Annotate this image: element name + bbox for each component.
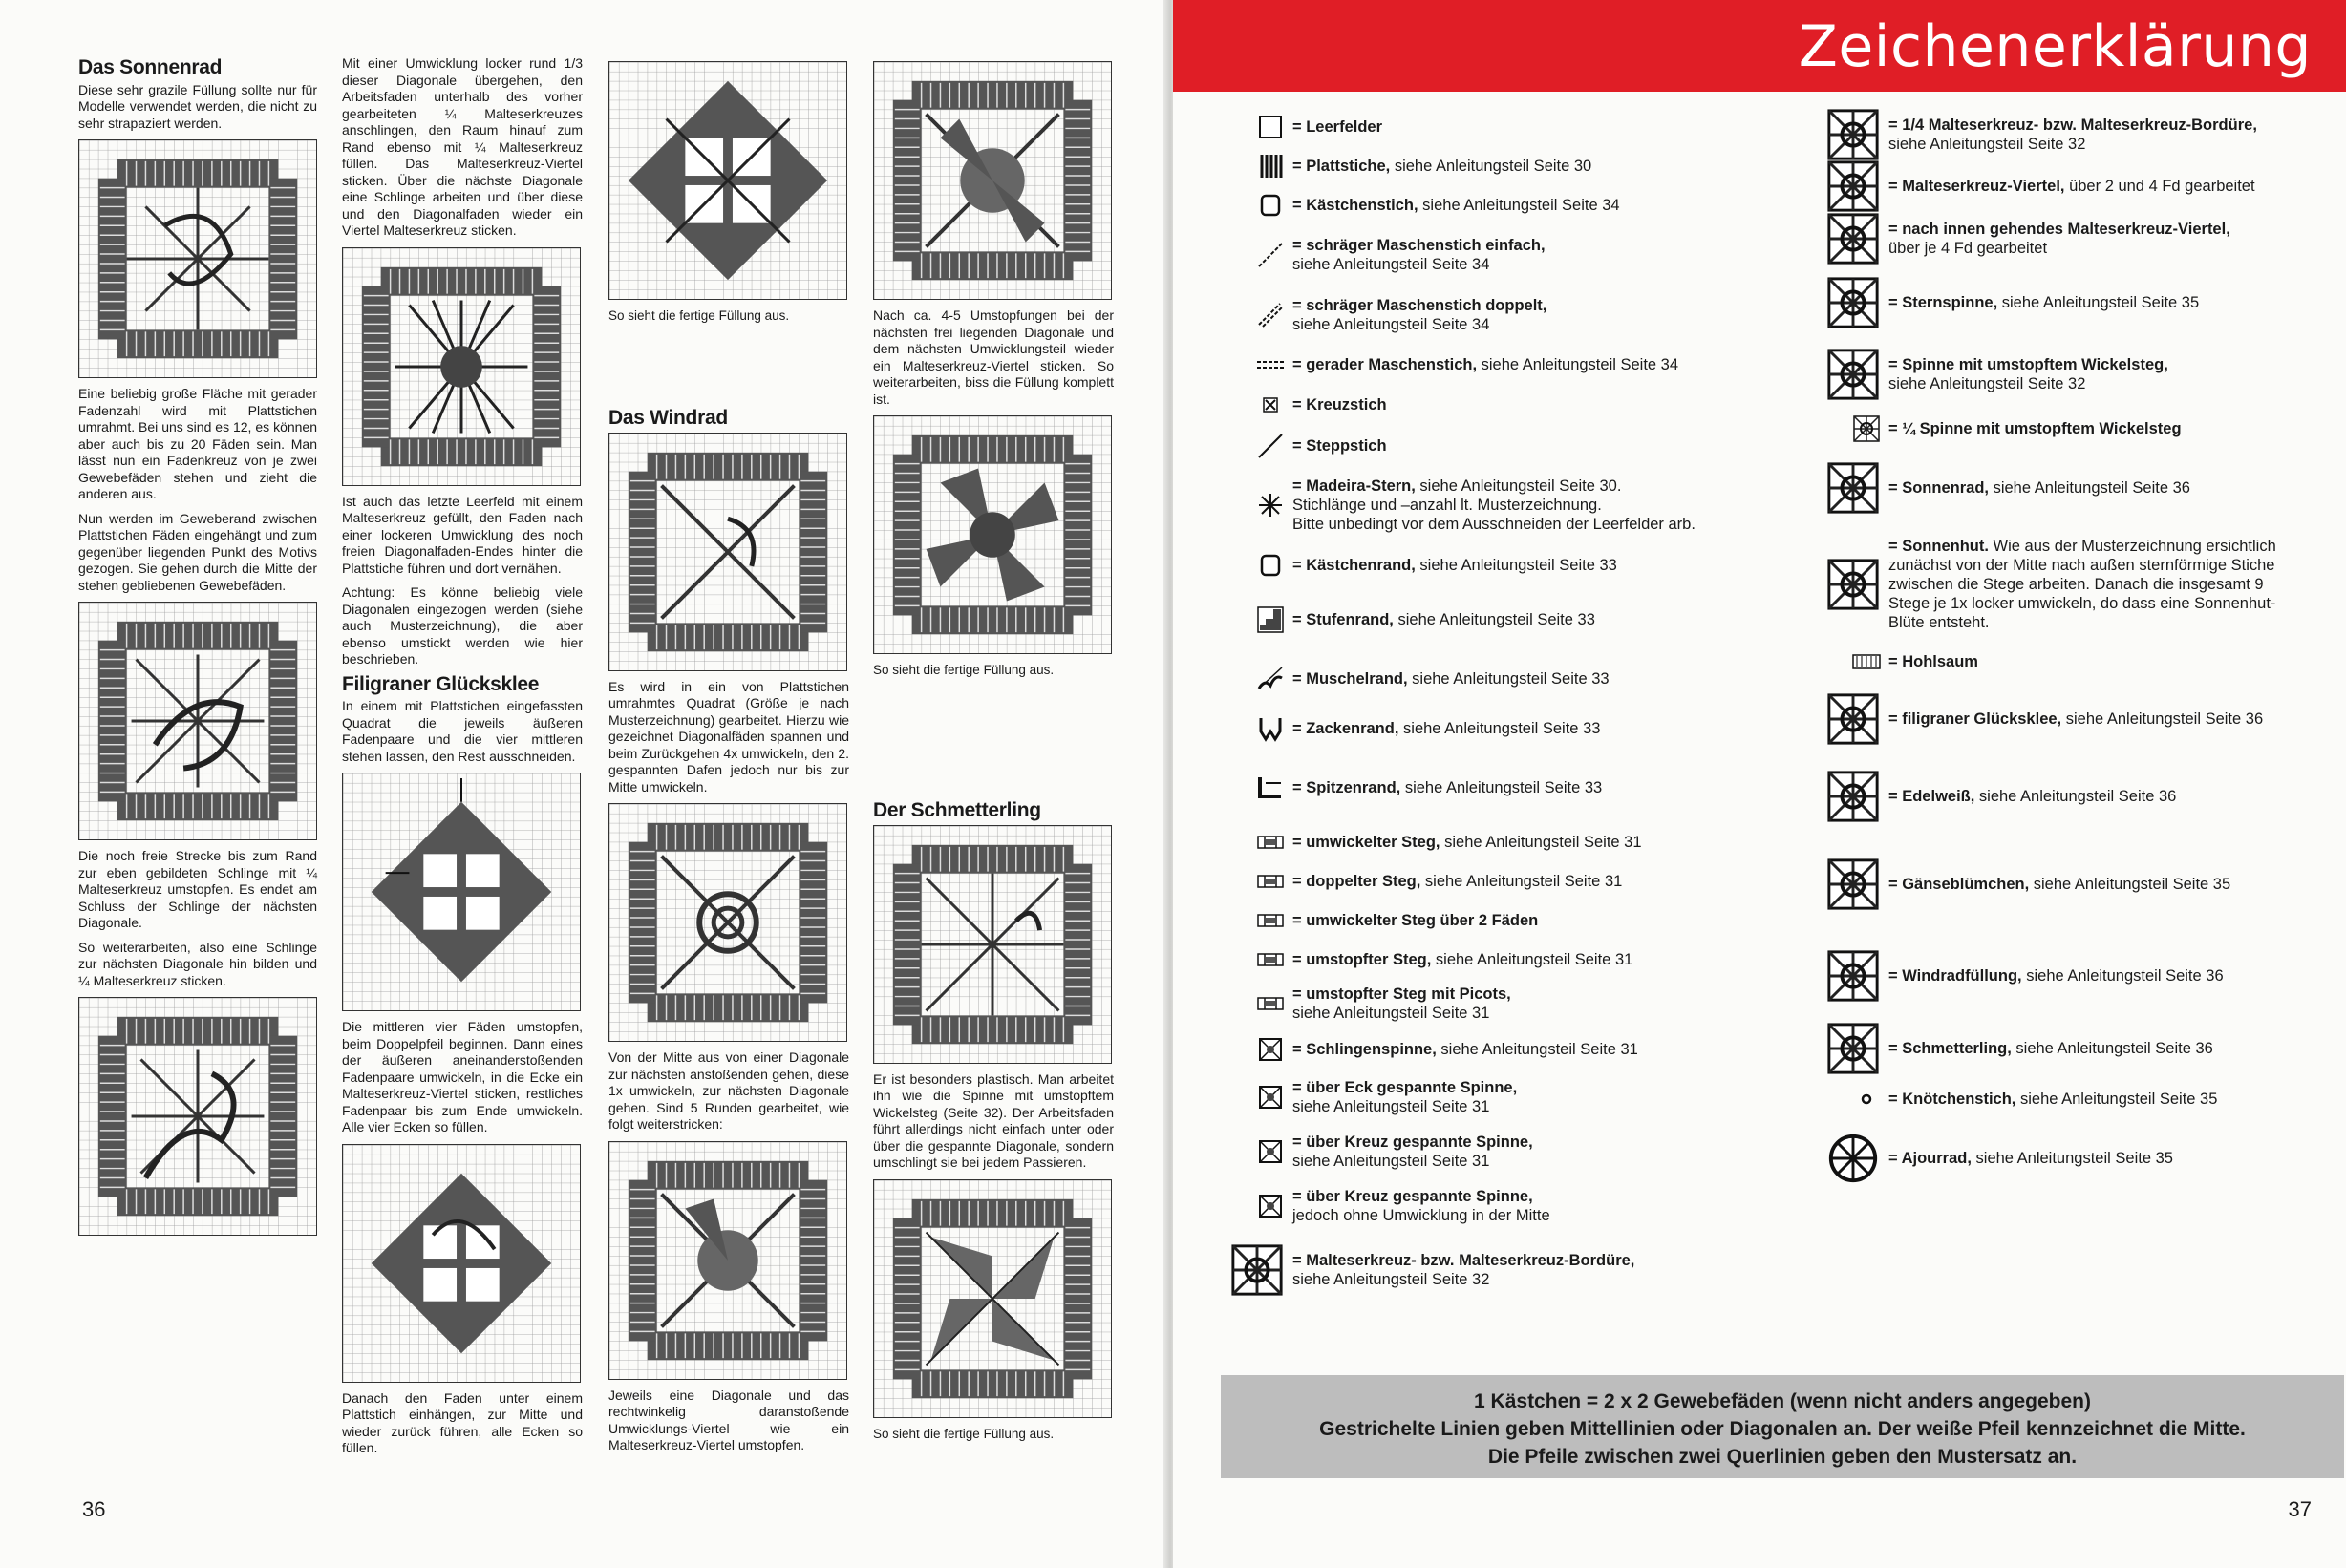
legend-detail-line2: über je 4 Fd gearbeitet — [1888, 239, 2048, 257]
diagram-glücksklee-step1 — [342, 773, 581, 1011]
legend-text — [1292, 117, 1382, 137]
inward-maltese-icon — [1825, 211, 1881, 266]
spider-wrapped-icon — [1825, 347, 1881, 402]
diagram-windrad-step2 — [608, 803, 847, 1042]
legend-label: = Hohlsaum — [1888, 653, 1978, 670]
legend-detail: siehe Anleitungsteil Seite 33 — [1407, 670, 1610, 688]
cross-spider-plain-icon — [1256, 1192, 1285, 1220]
legend-label: = umwickelter Steg über 2 Fäden — [1292, 911, 1539, 929]
legend-item — [1202, 224, 1794, 285]
text-p1: Mit einer Umwicklung locker rund 1/3 dieser Diagonale übergehen, den Arbeitsfaden unterhalb des vorher gearbeiteten ¼ Malteserkreuzes anschlingen, den Raum hinauf zum Rand ebenso mit ¼ Malteserkreuz füllen. Das Malteserkreuz-Viertel sticken. Über die nächste Diagonale eine Schlinge arbeiten und über diese und den Diagonalfaden wieder ein Viertel Malteserkreuz sticken. — [342, 55, 583, 238]
windmill-icon — [1825, 948, 1881, 1004]
legend-label: = Kreuzstich — [1292, 395, 1387, 413]
legend-text — [1292, 395, 1387, 414]
legend-text — [1292, 719, 1600, 738]
legend-detail: siehe Anleitungsteil Seite 33 — [1415, 556, 1617, 574]
cross-stitch-icon — [1256, 391, 1285, 419]
maltese-quarter-2x4-icon — [1825, 159, 1881, 214]
legend-label: = Madeira-Stern, — [1292, 477, 1416, 495]
legend-detail: siehe Anleitungsteil Seite 34 — [1477, 355, 1679, 373]
legend-item — [1202, 1233, 1794, 1307]
legend-text — [1292, 1040, 1638, 1059]
legend-label: = Sonnenrad, — [1888, 479, 1989, 497]
legend-label: = Windradfüllung, — [1888, 967, 2022, 985]
daisy-icon — [1825, 857, 1881, 912]
lace-edge-icon — [1256, 773, 1285, 802]
diagram-windrad-finished — [873, 415, 1112, 654]
column-sonnenrad — [78, 55, 317, 1243]
text-p3: Die noch freie Strecke bis zum Rand zur eben gebildeten Schlinge mit ¼ Malteserkreuz umstopfen. Es endet am Schluss der Schlinge der nächsten Diagonale. — [78, 848, 317, 930]
legend-item — [1202, 384, 1794, 425]
legend-text — [1888, 1090, 2217, 1109]
text-p1: Es wird in ein von Plattstichen umrahmtes Quadrat (Größe je nach Musterzeichnung) gearbeitet. Hierzu wie gezeichnet Diagonalfäden spannen und beim Zurückgehen 4x umwickeln, den 2. gespannten Dafen jedoch nur bis zur Mitte umwickeln. — [608, 678, 849, 795]
legend-label: = Sonnenhut. — [1888, 538, 1989, 555]
legend-item — [1202, 285, 1794, 345]
diagram-sonnenrad-step2 — [78, 602, 317, 840]
legend-detail: über 2 und 4 Fd gearbeitet — [2064, 178, 2255, 195]
legend-detail-line3: Bitte unbedingt vor dem Ausschneiden der Leerfelder arb. — [1292, 516, 1696, 533]
page-title: Zeichenerklärung — [1798, 13, 2312, 80]
legend-item — [1202, 901, 1794, 940]
heading-glücksklee: Filigraner Glücksklee — [342, 672, 540, 695]
legend-detail: siehe Anleitungsteil Seite 33 — [1400, 779, 1603, 796]
legend-item — [1202, 654, 1794, 704]
legend-label: = umstopfter Steg mit Picots, — [1292, 985, 1511, 1003]
legend-item — [1202, 1028, 1794, 1070]
text-p1: Nach ca. 4-5 Umstopfungen bei der nächsten frei liegenden Diagonale und dem nächsten Umwicklungsteil wieder ein Malteserkreuz-Viertel sticken. So weiterarbeiten, biss die Füllung komplett ist. — [873, 307, 1114, 407]
wrapped-bar-two-threads-icon — [1256, 906, 1285, 935]
legend-item — [1202, 466, 1794, 544]
diagram-windrad-step4 — [873, 61, 1112, 300]
legend-item — [1202, 704, 1794, 753]
column-schmetterling — [873, 55, 1114, 1450]
legend-label: = Kästchenstich, — [1292, 196, 1418, 214]
legend-item — [1798, 756, 2333, 837]
legend-label: = Malteserkreuz- bzw. Malteserkreuz-Bordüre, — [1292, 1252, 1635, 1269]
legend-detail-line2: siehe Anleitungsteil Seite 31 — [1292, 1152, 1490, 1170]
diagonal-mesh-double-icon — [1256, 301, 1285, 329]
legend-label: = Plattstiche, — [1292, 157, 1391, 175]
legend-item — [1202, 425, 1794, 466]
legend-text — [1292, 1187, 1550, 1225]
legend-label: = ¼ Spinne mit umstopftem Wickelsteg — [1888, 420, 2182, 437]
legend-detail: siehe Anleitungsteil Seite 31 — [1420, 872, 1623, 890]
note-line-3: Die Pfeile zwischen zwei Querlinien geben den Mustersatz an. — [1487, 1446, 2078, 1468]
legend-text — [1888, 116, 2257, 154]
legend-detail: siehe Anleitungsteil Seite 35 — [2029, 876, 2231, 893]
text-p2: Ist auch das letzte Leerfeld mit einem Malteserkreuz gefüllt, den Faden nach einer lockeren Umwicklung des noch freien Diagonalfaden-Endes hinter die Plattstiche führen und dort vernähen. — [342, 493, 583, 576]
legend-detail: siehe Anleitungsteil Seite 30. — [1415, 477, 1622, 495]
legend-text — [1292, 556, 1617, 575]
legend-text — [1888, 293, 2199, 312]
legend-text — [1292, 296, 1546, 334]
legend-item — [1202, 753, 1794, 822]
legend-detail-line2: siehe Anleitungsteil Seite 32 — [1888, 375, 2086, 392]
text-p3: Achtung: Es könne beliebig viele Diagonalen eingezogen werden (siehe auch Musterzeichnung), die aber ebenso umstickt werden wie hier beschrieben. — [342, 584, 583, 667]
diagram-sonnenrad-step1 — [78, 139, 317, 378]
backstitch-icon — [1256, 432, 1285, 460]
text-p4: So weiterarbeiten, also eine Schlinge zur nächsten Diagonale hin bilden und ¼ Malteserkreuz sticken. — [78, 939, 317, 988]
note-line-2: Gestrichelte Linien geben Mittellinien oder Diagonalen an. Der weiße Pfeil kennzeichnet die Mitte. — [1319, 1418, 2246, 1440]
legend-text — [1292, 1078, 1517, 1116]
legend-detail-line3: zwischen die Stege arbeiten. Danach die insgesamt 9 — [1888, 576, 2264, 593]
heading-windrad: Das Windrad — [608, 407, 728, 429]
woven-bar-picots-icon — [1256, 989, 1285, 1018]
legend-detail: siehe Anleitungsteil Seite 33 — [1398, 720, 1601, 737]
diagram-schmetterling-step1 — [873, 825, 1112, 1064]
header-bar — [1173, 0, 2346, 92]
heading-schmetterling: Der Schmetterling — [873, 799, 1041, 821]
box-edge-icon — [1256, 551, 1285, 580]
double-bar-icon — [1256, 867, 1285, 896]
diagram-glücksklee-finished — [608, 61, 847, 300]
legend-label: = Knötchenstich, — [1888, 1091, 2016, 1108]
zigzag-edge-icon — [1256, 714, 1285, 743]
legend-detail-line4: Stege je 1x locker umwickeln, do dass eine Sonnenhut- — [1888, 595, 2276, 612]
legend-item — [1202, 1124, 1794, 1178]
legend-label: = über Kreuz gespannte Spinne, — [1292, 1133, 1533, 1151]
note-line-1: 1 Kästchen = 2 x 2 Gewebefäden (wenn nicht anders angegeben) — [1474, 1390, 2091, 1412]
legend-item — [1798, 932, 2333, 1020]
cross-spider-icon — [1256, 1137, 1285, 1166]
legend-item — [1798, 682, 2333, 756]
legend-label: = gerader Maschenstich, — [1292, 355, 1478, 373]
quarter-spider-icon — [1852, 414, 1881, 443]
text-p2a: Nun werden im Geweberand zwischen Plattstichen Fäden eingehängt und zum gegenüber liegenden Punkt des Motivs gezogen. Sie gehen durch die Mitte der stehen gebliebenen Gewebefäden. — [78, 510, 317, 593]
legend-text — [1292, 833, 1642, 852]
legend-text — [1292, 236, 1546, 274]
legend-item — [1202, 1178, 1794, 1233]
legend-item — [1798, 211, 2333, 265]
legend-label: = 1/4 Malteserkreuz- bzw. Malteserkreuz-Bordüre, — [1888, 116, 2257, 134]
legend-text — [1888, 875, 2230, 894]
legend-label: = Schmetterling, — [1888, 1040, 2012, 1057]
legend-detail: siehe Anleitungsteil Seite 35 — [1997, 294, 2200, 311]
right-page — [1173, 0, 2346, 1568]
legend-label: = Sternspinne, — [1888, 294, 1998, 311]
legend-text — [1292, 436, 1387, 456]
legend-text — [1292, 950, 1632, 969]
maltese-cross-icon — [1229, 1242, 1285, 1298]
legend-left-column — [1202, 107, 1794, 1307]
french-knot-icon — [1852, 1085, 1881, 1113]
legend-item — [1202, 544, 1794, 585]
legend-text — [1888, 652, 1978, 671]
sun-hat-icon — [1825, 557, 1881, 612]
legend-detail-line5: Blüte entsteht. — [1888, 614, 1990, 631]
legend-item — [1202, 185, 1794, 224]
text-p2: Er ist besonders plastisch. Man arbeitet ihn wie die Spinne mit umstopftem Wickelsteg (Seite 32). Der Arbeitsfaden führt allerdings nicht einfach unter oder über die gespannte Diagonale, sondern umschlingt sie bei jedem Passieren. — [873, 1070, 1114, 1170]
shell-edge-icon — [1256, 665, 1285, 693]
legend-text — [1888, 1149, 2173, 1168]
diagonal-mesh-single-icon — [1256, 241, 1285, 269]
legend-item — [1202, 1070, 1794, 1124]
step-edge-icon — [1256, 605, 1285, 634]
legend-detail: siehe Anleitungsteil Seite 34 — [1418, 196, 1620, 214]
legend-detail: Wie aus der Musterzeichnung ersichtlich — [1988, 538, 2276, 555]
empty-square-icon — [1256, 113, 1285, 141]
legend-text — [1292, 157, 1591, 176]
legend-text — [1888, 220, 2230, 258]
legend-detail: siehe Anleitungsteil Seite 31 — [1431, 950, 1633, 968]
caption-finished: So sieht die fertige Füllung aus. — [608, 308, 790, 323]
legend-item — [1202, 979, 1794, 1028]
legend-text — [1888, 419, 2182, 438]
legend-item — [1798, 409, 2333, 449]
text-p5: Die mittleren vier Fäden umstopfen, beim Doppelpfeil beginnen. Dann eines der äußeren aneinanderstoßenden Fadenpaare umwickeln, in die Ecke ein Malteserkreuz-Viertel sticken, restliches Fadenpaar bis zum Ende umwickeln. Alle vier Ecken so füllen. — [342, 1019, 583, 1134]
legend-item — [1798, 161, 2333, 211]
legend-label: = über Eck gespannte Spinne, — [1292, 1078, 1518, 1096]
legend-item — [1202, 822, 1794, 861]
text-p2: Von der Mitte aus von einer Diagonale zur nächsten anstoßenden gehen, diese 1x umwickeln, zur nächsten Diagonale gehen. Sind 5 Runden gearbeitet, wie folgt weiterstricken: — [608, 1049, 849, 1132]
loop-spider-icon — [1256, 1035, 1285, 1064]
ajour-wheel-icon — [1825, 1131, 1881, 1186]
legend-label: = Kästchenrand, — [1292, 556, 1416, 574]
legend-label: = filigraner Glücksklee, — [1888, 710, 2062, 728]
legend-detail: siehe Anleitungsteil Seite 36 — [1974, 788, 2177, 805]
legend-detail: siehe Anleitungsteil Seite 31 — [1436, 1040, 1638, 1058]
legend-detail-line2: siehe Anleitungsteil Seite 31 — [1292, 1005, 1490, 1022]
legend-item — [1202, 861, 1794, 901]
page-number-right: 37 — [2288, 1497, 2312, 1521]
legend-item — [1798, 837, 2333, 932]
legend-detail: siehe Anleitungsteil Seite 31 — [1440, 833, 1642, 851]
legend-detail: siehe Anleitungsteil Seite 35 — [1971, 1150, 2173, 1167]
legend-label: = Spinne mit umstopftem Wickelsteg, — [1888, 356, 2168, 373]
star-spider-icon — [1825, 275, 1881, 330]
legend-label: = Muschelrand, — [1292, 670, 1408, 688]
column-windrad — [608, 55, 849, 1462]
text-p4: In einem mit Plattstichen eingefassten Quadrat die jeweils äußeren Fadenpaare und die vier mittleren stehen lassen, den Rest ausschneiden. — [342, 698, 583, 764]
diagram-sonnenrad-step3 — [78, 997, 317, 1236]
legend-text — [1888, 177, 2255, 196]
legend-item — [1798, 107, 2333, 161]
page-number-left: 36 — [82, 1497, 106, 1521]
legend-label: = umwickelter Steg, — [1292, 833, 1440, 851]
legend-item — [1798, 1020, 2333, 1077]
text-intro: Diese sehr grazile Füllung sollte nur für Modelle verwendet werden, die nicht zu sehr strapaziert werden. — [78, 81, 317, 131]
legend-item — [1202, 345, 1794, 384]
diagram-sonnenrad-finished — [342, 247, 581, 486]
legend-detail: siehe Anleitungsteil Seite 36 — [1988, 479, 2190, 497]
legend-text — [1292, 196, 1620, 215]
legend-text — [1888, 966, 2224, 985]
legend-text — [1292, 1251, 1634, 1289]
hemstitch-icon — [1852, 647, 1881, 676]
legend-text — [1888, 478, 2190, 498]
legend-detail: siehe Anleitungsteil Seite 36 — [2061, 710, 2264, 728]
legend-text — [1292, 669, 1610, 689]
legend-item — [1798, 265, 2333, 340]
wrapped-bar-icon — [1256, 828, 1285, 857]
legend-item — [1798, 1077, 2333, 1121]
legend-label: = Schlingenspinne, — [1292, 1040, 1437, 1058]
legend-text — [1888, 355, 2168, 393]
legend-item — [1798, 527, 2333, 642]
legend-detail: siehe Anleitungsteil Seite 30 — [1390, 157, 1592, 175]
legend-label: = Steppstich — [1292, 436, 1387, 455]
legend-label: = doppelter Steg, — [1292, 872, 1421, 890]
diagram-schmetterling-finished — [873, 1179, 1112, 1418]
caption-finished-1: So sieht die fertige Füllung aus. — [873, 663, 1055, 677]
legend-label: = Stufenrand, — [1292, 611, 1394, 628]
straight-mesh-icon — [1256, 350, 1285, 379]
legend-text — [1292, 1133, 1533, 1171]
clover-icon — [1825, 691, 1881, 747]
legend-text — [1292, 778, 1602, 797]
legend-detail: siehe Anleitungsteil Seite 33 — [1393, 611, 1595, 628]
legend-item — [1798, 642, 2333, 682]
legend-label: = schräger Maschenstich einfach, — [1292, 236, 1546, 254]
diagram-windrad-step3 — [608, 1141, 847, 1380]
legend-label: = Zackenrand, — [1292, 720, 1399, 737]
woven-bar-icon — [1256, 945, 1285, 974]
legend-text — [1888, 1039, 2213, 1058]
legend-text — [1292, 872, 1622, 891]
box-stitch-icon — [1256, 191, 1285, 220]
legend-detail-line2: Stichlänge und –anzahl lt. Musterzeichnung. — [1292, 497, 1602, 514]
legend-label: = Gänseblümchen, — [1888, 876, 2030, 893]
text-p6: Danach den Faden unter einem Plattstich einhängen, zur Mitte und wieder zurück führen, alle Ecken so füllen. — [342, 1389, 583, 1455]
diagram-glücksklee-step2 — [342, 1144, 581, 1383]
quarter-maltese-icon — [1825, 107, 1881, 162]
legend-label: = nach innen gehendes Malteserkreuz-Viertel, — [1888, 220, 2230, 238]
legend-label: = schräger Maschenstich doppelt, — [1292, 296, 1547, 314]
legend-text — [1292, 477, 1696, 534]
text-p1: Eine beliebig große Fläche mit gerader Fadenzahl wird mit Plattstichen umrahmt. Bei uns sind es 12, es können aber auch bis zu 20 Fäden sein. Man lässt nun ein Fadenkreuz von je zwei Gewebefäden stehen und zieht die anderen aus. — [78, 386, 317, 501]
legend-text — [1292, 610, 1595, 629]
legend-label: = Leerfelder — [1292, 117, 1383, 136]
legend-detail-line2: siehe Anleitungsteil Seite 34 — [1292, 255, 1490, 273]
satin-stitch-icon — [1256, 152, 1285, 180]
left-page — [0, 0, 1167, 1568]
legend-text — [1888, 537, 2276, 632]
caption-finished-2: So sieht die fertige Füllung aus. — [873, 1426, 1055, 1441]
legend-detail-line2: siehe Anleitungsteil Seite 32 — [1292, 1271, 1490, 1288]
legend-label: = Edelweiß, — [1888, 788, 1975, 805]
heading-sonnenrad: Das Sonnenrad — [78, 56, 223, 78]
legend-item — [1798, 449, 2333, 527]
legend-text — [1292, 911, 1538, 930]
legend-detail-line2: zunächst von der Mitte nach außen sternförmige Stiche — [1888, 557, 2275, 574]
text-p3: Jeweils eine Diagonale und das rechtwinkelig daranstoßende Umwicklungs-Viertel wie ein Malteserkreuz-Viertel umstopfen. — [608, 1387, 849, 1452]
madeira-star-icon — [1256, 491, 1285, 519]
legend-text — [1888, 710, 2263, 729]
legend-label: = umstopfter Steg, — [1292, 950, 1432, 968]
legend-right-column — [1798, 107, 2333, 1196]
legend-text — [1292, 985, 1511, 1023]
legend-detail-line2: siehe Anleitungsteil Seite 32 — [1888, 135, 2086, 153]
legend-label: = Spitzenrand, — [1292, 779, 1401, 796]
legend-detail-line2: siehe Anleitungsteil Seite 31 — [1292, 1097, 1490, 1115]
legend-detail: siehe Anleitungsteil Seite 35 — [2015, 1091, 2218, 1108]
legend-item — [1798, 1121, 2333, 1196]
legend-item — [1202, 146, 1794, 185]
legend-detail-line2: siehe Anleitungsteil Seite 34 — [1292, 315, 1490, 333]
note-box — [1221, 1375, 2344, 1478]
legend-detail: siehe Anleitungsteil Seite 36 — [2011, 1040, 2213, 1057]
sun-wheel-icon — [1825, 460, 1881, 516]
diagram-windrad-step1 — [608, 433, 847, 671]
legend-item — [1202, 585, 1794, 654]
legend-text — [1888, 787, 2176, 806]
legend-label: = über Kreuz gespannte Spinne, — [1292, 1187, 1533, 1205]
column-glücksklee — [342, 55, 583, 1465]
legend-item — [1202, 940, 1794, 979]
legend-item — [1798, 340, 2333, 409]
legend-label: = Malteserkreuz-Viertel, — [1888, 178, 2065, 195]
legend-detail: siehe Anleitungsteil Seite 36 — [2021, 967, 2224, 985]
edelweiss-icon — [1825, 769, 1881, 824]
legend-item — [1202, 107, 1794, 146]
legend-label: = Ajourrad, — [1888, 1150, 1972, 1167]
butterfly-icon — [1825, 1021, 1881, 1076]
legend-detail-line2: jedoch ohne Umwicklung in der Mitte — [1292, 1206, 1550, 1224]
legend-text — [1292, 355, 1678, 374]
corner-spider-icon — [1256, 1083, 1285, 1112]
